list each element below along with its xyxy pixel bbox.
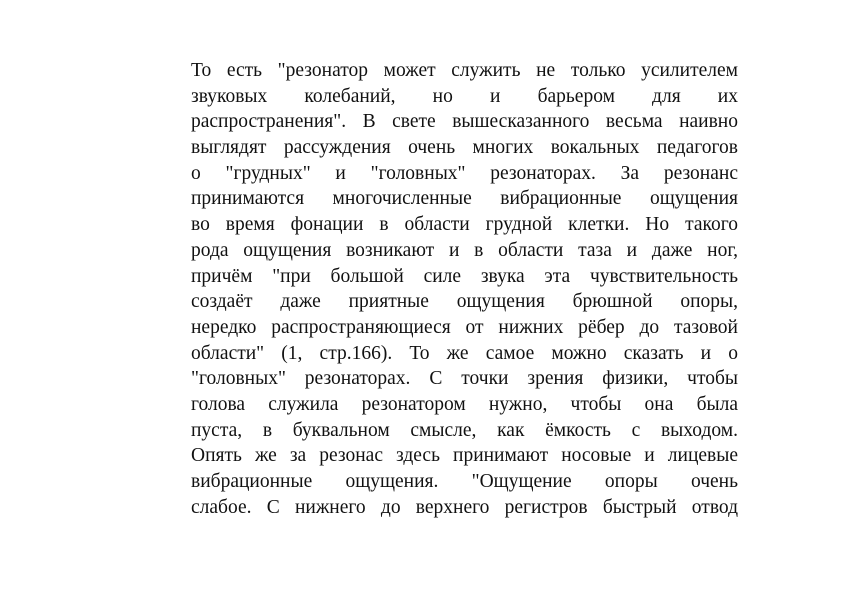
text-line: слабое. С нижнего до верхнего регистров быстрый отвод — [191, 496, 738, 518]
text-line: области" (1, стр.166). То же самое можно сказать и о — [191, 342, 738, 364]
text-line: пуста, в буквальном смысле, как ёмкость с выходом. — [191, 419, 738, 441]
text-line: о "грудных" и "головных" резонаторах. За резонанс — [191, 162, 738, 184]
text-line: нередко распространяющиеся от нижних рёбер до тазовой — [191, 316, 738, 338]
text-line: Опять же за резонас здесь принимают носовые и лицевые — [191, 445, 738, 467]
text-line: "головных" резонаторах. С точки зрения физики, чтобы — [191, 368, 738, 390]
text-line: распространения". В свете вышесказанного весьма наивно — [191, 111, 738, 133]
text-line: во время фонации в области грудной клетки. Но такого — [191, 214, 738, 236]
text-line: вибрационные ощущения. "Ощущение опоры очень — [191, 471, 738, 492]
text-line: голова служила резонатором нужно, чтобы она была — [191, 393, 738, 415]
text-line: То есть "резонатор может служить не только усилителем — [191, 60, 738, 81]
text-line: причём "при большой силе звука эта чувствительность — [191, 265, 738, 287]
text-line: рода ощущения возникают и в области таза и даже ног, — [191, 239, 738, 261]
text-line: создаёт даже приятные ощущения брюшной опоры, — [191, 291, 738, 313]
body-text — [191, 58, 738, 520]
text-line: выглядят рассуждения очень многих вокальных педагогов — [191, 137, 738, 159]
text-line: звуковых колебаний, но и барьером для их — [191, 85, 738, 107]
text-line: принимаются многочисленные вибрационные ощущения — [191, 188, 738, 210]
